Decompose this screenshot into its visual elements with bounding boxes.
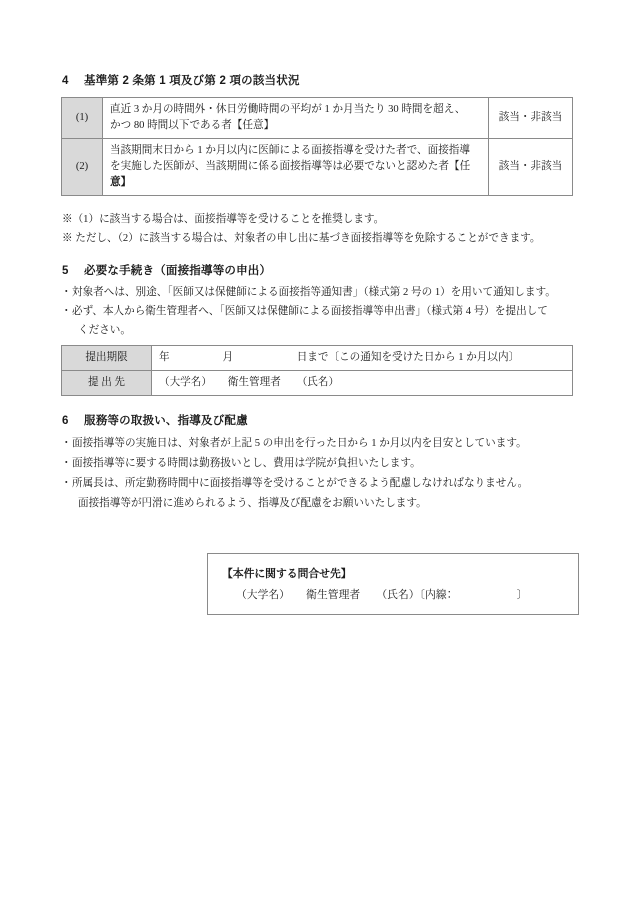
section-6-bullet-2-line1: 面接指導等に要する時間は勤務扱いとし、費用は学院が負担いたします。 [72, 458, 421, 469]
submission-deadline-value: 年 月 日まで〔この通知を受けた日から 1 か月以内〕 [152, 346, 573, 371]
section-5-bullet-2-line2: ください。 [78, 325, 131, 336]
section-5-bullet-2-line1: 必ず、本人から衛生管理者へ、「医師又は保健師による面接指導等申出書」（様式第 4 号）を提出して [72, 306, 548, 317]
criteria-row-body-line2: を実施した医師が、当該期間に係る面接指導等は必要でないと認めた者【任 [110, 161, 471, 173]
section-6-number: 6 [62, 415, 69, 427]
table-row [62, 139, 573, 196]
submission-destination-value: （大学名） 衛生管理者 （氏名） [152, 371, 573, 396]
section-6-bullet-3-line2: 面接指導等が円滑に進められるよう、指導及び配慮をお願いいたします。 [78, 498, 427, 509]
criteria-row-judgement: 該当・非該当 [489, 98, 573, 139]
bullet-marker-icon: ・ [61, 306, 72, 317]
section-4-heading [62, 72, 300, 88]
table-row [62, 98, 573, 139]
section-4-note-2: ※ ただし、（2）に該当する場合は、対象者の申し出に基づき面接指導等を免除することができます。 [62, 233, 541, 244]
submission-table [61, 345, 573, 396]
submission-destination-label: 提 出 先 [62, 371, 152, 396]
section-6-bullet-3-line1: 所属長は、所定勤務時間中に面接指導等を受けることができるよう配慮しなければなりません。 [72, 478, 529, 489]
section-6-heading [62, 412, 248, 428]
section-5-heading [62, 262, 271, 278]
section-6-bullet-1-line1: 面接指導等の実施日は、対象者が上記 5 の申出を行った日から 1 か月以内を目安としています。 [72, 438, 527, 449]
criteria-row-body-line2: かつ 80 時間以下である者【任意】 [110, 120, 275, 132]
section-4-note-1: ※（1）に該当する場合は、面接指導等を受けることを推奨します。 [62, 214, 385, 225]
criteria-row-label: (2) [62, 139, 103, 196]
section-6-bullet-1 [61, 436, 527, 452]
table-row [62, 346, 573, 371]
submission-deadline-label: 提出期限 [62, 346, 152, 371]
bullet-marker-icon: ・ [61, 438, 72, 449]
section-5-bullet-1-line1: 対象者へは、別途、「医師又は保健師による面接指等通知書」（様式第 2 号の 1）を用いて通知します。 [72, 287, 556, 298]
section-6-bullet-3 [61, 476, 528, 492]
criteria-row-judgement: 該当・非該当 [489, 139, 573, 196]
criteria-row-label: (1) [62, 98, 103, 139]
bullet-marker-icon: ・ [61, 478, 72, 489]
section-5-title: 必要な手続き（面接指導等の申出） [84, 265, 272, 277]
criteria-row-body-line3: 意】 [110, 177, 132, 189]
contact-box-title: 【本件に関する問合せ先】 [222, 568, 352, 580]
criteria-row-body-line1: 当該期間末日から 1 か月以内に医師による面接指導を受けた者で、面接指導 [110, 145, 470, 157]
bullet-marker-icon: ・ [61, 287, 72, 298]
table-row [62, 371, 573, 396]
section-5-bullet-1 [61, 285, 556, 301]
section-4-title: 基準第 2 条第 1 項及び第 2 項の該当状況 [84, 75, 300, 87]
section-5-bullet-2 [61, 304, 548, 320]
section-6-title: 服務等の取扱い、指導及び配慮 [84, 415, 248, 427]
criteria-row-body-line1: 直近 3 か月の時間外・休日労働時間の平均が 1 か月当たり 30 時間を超え、 [110, 104, 466, 115]
criteria-status-table [61, 97, 573, 196]
bullet-marker-icon: ・ [61, 458, 72, 469]
criteria-row-body [103, 98, 489, 139]
section-5-number: 5 [62, 265, 69, 277]
contact-box-body: （大学名） 衛生管理者 （氏名）〔内線： 〕 [236, 589, 528, 601]
criteria-row-body [103, 139, 489, 196]
section-6-bullet-2 [61, 456, 421, 472]
contact-box [207, 553, 579, 615]
section-4-number: 4 [62, 75, 69, 87]
